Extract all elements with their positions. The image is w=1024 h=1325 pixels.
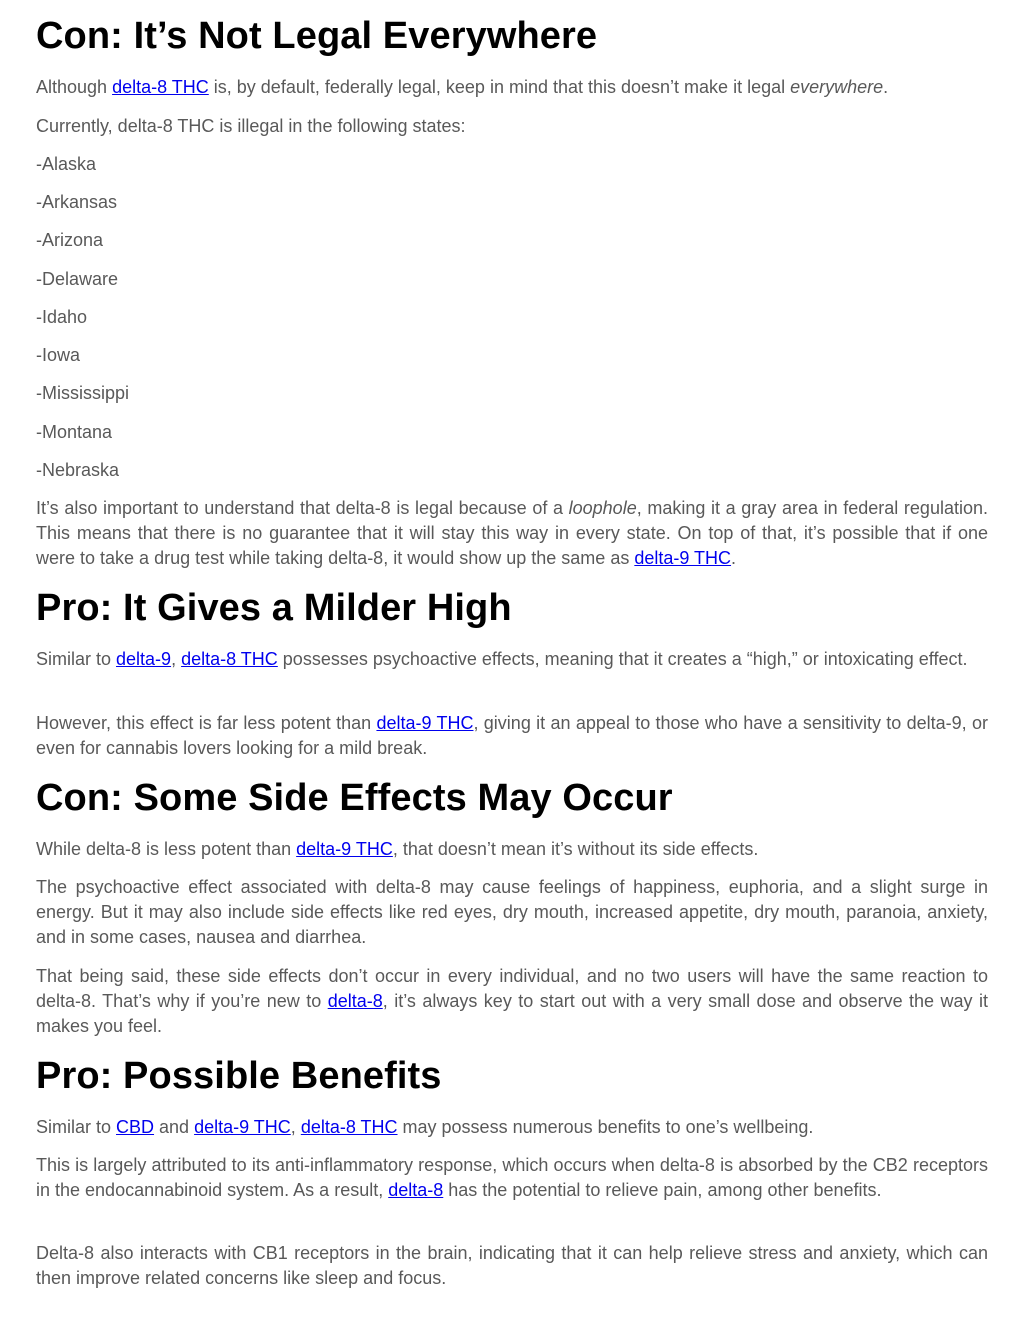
paragraph-side-effects-list: The psychoactive effect associated with delta-8 may cause feelings of happiness, euphoria, and a slight surge in energy. But it may also include side effects like red eyes, dry mouth, increased appetite, dry mouth, paranoia, anxiety, and in some cases, nausea and diarrhea.: [36, 877, 988, 947]
list-item-state: -Alaska: [36, 154, 97, 174]
paragraph-side-effects-intro: While delta-8 is less potent than delta-9 THC, that doesn’t mean it’s without its side effects.: [36, 839, 759, 859]
link-delta-9[interactable]: delta-9: [116, 649, 172, 669]
link-delta-9-thc[interactable]: delta-9 THC: [376, 713, 474, 733]
list-item-state: -Idaho: [36, 307, 88, 327]
heading-side-effects: Con: Some Side Effects May Occur: [36, 777, 673, 819]
paragraph-less-potent: However, this effect is far less potent than delta-9 THC, giving it an appeal to those who have a sensitivity to delta-9, or even for cannabis lovers looking for a mild break.: [36, 713, 988, 758]
link-delta-9-thc[interactable]: delta-9 THC: [194, 1117, 291, 1137]
list-item-state: -Iowa: [36, 345, 81, 365]
link-delta-8[interactable]: delta-8: [327, 991, 383, 1011]
list-item-state: -Arizona: [36, 230, 104, 250]
link-delta-8[interactable]: delta-8: [388, 1180, 444, 1200]
list-item-state: -Montana: [36, 422, 113, 442]
paragraph-federally-legal: Although delta-8 THC is, by default, federally legal, keep in mind that this doesn’t make it legal everywhere.: [36, 77, 889, 97]
list-item-state: -Nebraska: [36, 460, 120, 480]
paragraph-cb1-receptors: Delta-8 also interacts with CB1 receptors in the brain, indicating that it can help relieve stress and anxiety, which can then improve related concerns like sleep and focus.: [36, 1243, 988, 1288]
paragraph-benefits-intro: Similar to CBD and delta-9 THC, delta-8 THC may possess numerous benefits to one’s wellbeing.: [36, 1117, 814, 1137]
link-delta-8-thc[interactable]: delta-8 THC: [181, 649, 278, 669]
list-item-state: -Mississippi: [36, 383, 130, 403]
paragraph-loophole: It’s also important to understand that delta-8 is legal because of a loophole, making it a gray area in federal regulation. This means that there is no guarantee that it will stay this way in every state. On top of that, it’s possible that if one were to take a drug test while taking delta-8, it would show up the same as delta-9 THC.: [36, 498, 988, 568]
paragraph-psychoactive-effects: Similar to delta-9, delta-8 THC possesses psychoactive effects, meaning that it creates a “high,” or intoxicating effect.: [36, 649, 968, 669]
paragraph-anti-inflammatory: This is largely attributed to its anti-inflammatory response, which occurs when delta-8 is absorbed by the CB2 receptors in the endocannabinoid system. As a result, delta-8 has the potential to relieve pain, among other benefits.: [36, 1155, 988, 1200]
link-cbd[interactable]: CBD: [116, 1117, 155, 1137]
heading-milder-high: Pro: It Gives a Milder High: [36, 587, 512, 629]
heading-possible-benefits: Pro: Possible Benefits: [36, 1055, 442, 1097]
paragraph-illegal-states-intro: Currently, delta-8 THC is illegal in the following states:: [36, 116, 466, 136]
paragraph-small-dose: That being said, these side effects don’t occur in every individual, and no two users will have the same reaction to delta-8. That’s why if you’re new to delta-8, it’s always key to start out with a very small dose and observe the way it makes you feel.: [36, 966, 988, 1036]
list-item-state: -Arkansas: [36, 192, 118, 212]
link-delta-9-thc[interactable]: delta-9 THC: [296, 839, 393, 859]
link-delta-9-thc[interactable]: delta-9 THC: [634, 548, 732, 568]
list-item-state: -Delaware: [36, 269, 119, 289]
link-delta-8-thc[interactable]: delta-8 THC: [300, 1117, 398, 1137]
heading-not-legal-everywhere: Con: It’s Not Legal Everywhere: [36, 15, 598, 57]
link-delta-8-thc[interactable]: delta-8 THC: [112, 77, 209, 97]
